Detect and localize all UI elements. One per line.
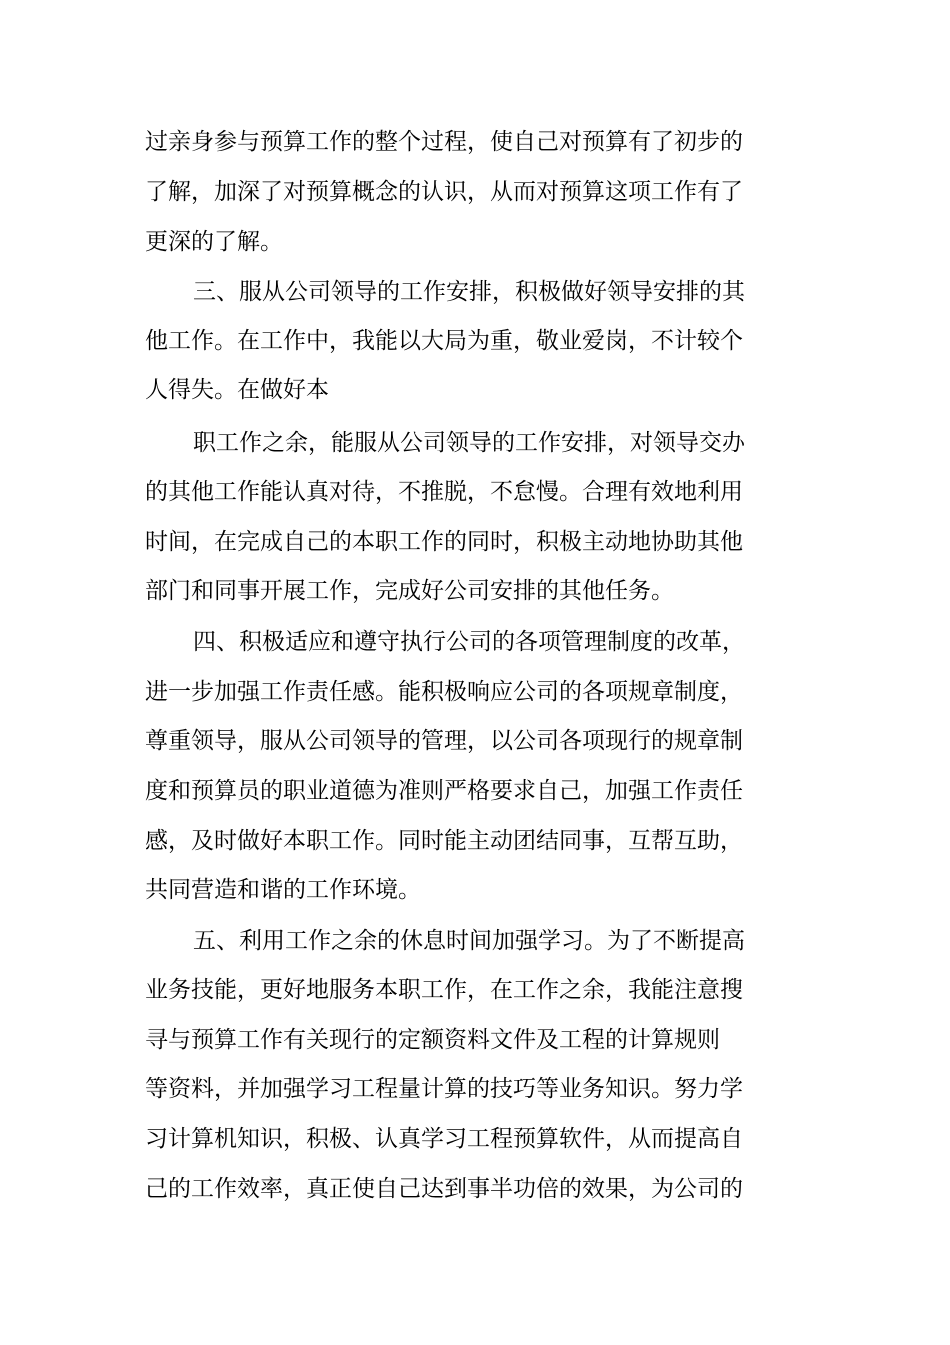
paragraph-first-line: 三、服从公司领导的工作安排，积极做好领导安排的其 xyxy=(193,279,745,305)
paragraph-first-line: 四、积极适应和遵守执行公司的各项管理制度的改革， xyxy=(193,629,745,655)
text-line: 的其他工作能认真对待，不推脱，不怠慢。合理有效地利用 xyxy=(145,479,743,505)
text-line: 过亲身参与预算工作的整个过程，使自己对预算有了初步的 xyxy=(145,129,743,155)
paragraph-first-line: 五、利用工作之余的休息时间加强学习。为了不断提高 xyxy=(193,928,745,954)
paragraph-first-line: 职工作之余，能服从公司领导的工作安排，对领导交办 xyxy=(193,430,745,456)
text-line: 寻与预算工作有关现行的定额资料文件及工程的计算规则 xyxy=(145,1027,720,1053)
text-line: 部门和同事开展工作，完成好公司安排的其他任务。 xyxy=(145,578,674,604)
text-line: 了解，加深了对预算概念的认识，从而对预算这项工作有了 xyxy=(145,179,743,205)
text-line: 习计算机知识，积极、认真学习工程预算软件，从而提高自 xyxy=(145,1126,743,1152)
text-line: 等资料，并加强学习工程量计算的技巧等业务知识。努力学 xyxy=(145,1076,743,1102)
text-line: 业务技能，更好地服务本职工作，在工作之余，我能注意搜 xyxy=(145,977,743,1003)
text-line: 进一步加强工作责任感。能积极响应公司的各项规章制度， xyxy=(145,679,743,705)
text-line: 感，及时做好本职工作。同时能主动团结同事，互帮互助， xyxy=(145,828,743,854)
text-line: 共同营造和谐的工作环境。 xyxy=(145,877,421,903)
text-line: 时间，在完成自己的本职工作的同时，积极主动地协助其他 xyxy=(145,529,743,555)
text-line: 尊重领导，服从公司领导的管理，以公司各项现行的规章制 xyxy=(145,728,743,754)
text-line: 更深的了解。 xyxy=(145,229,283,255)
text-line: 度和预算员的职业道德为准则严格要求自己，加强工作责任 xyxy=(145,778,743,804)
text-line: 人得失。在做好本 xyxy=(145,377,329,403)
text-line: 己的工作效率，真正使自己达到事半功倍的效果，为公司的 xyxy=(145,1176,743,1202)
text-line: 他工作。在工作中，我能以大局为重，敬业爱岗，不计较个 xyxy=(145,328,743,354)
